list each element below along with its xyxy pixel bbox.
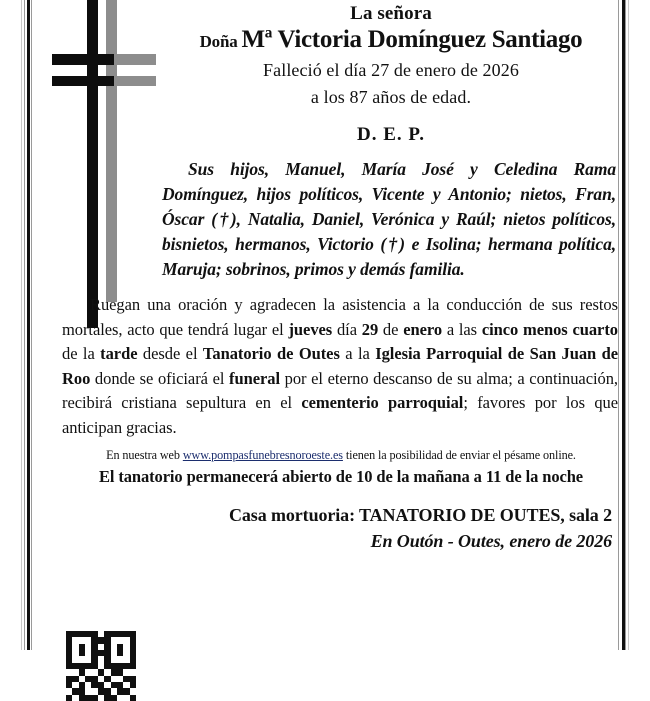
body-emphasis: Iglesia Parroquial de San Juan de Roo <box>62 344 618 388</box>
notice-content <box>44 0 620 552</box>
web-notice-suffix: tienen la posibilidad de enviar el pésame online. <box>342 447 576 462</box>
death-date-line: Falleció el día 27 de enero de 2026 <box>263 60 519 81</box>
body-emphasis: 29 <box>361 319 379 339</box>
family-survivors-text: Sus hijos, Manuel, María José y Celedina Rama Domínguez, hijos políticos, Vicente y Antonio; nietos, Fran, Óscar (†), Natalia, Daniel, Verónica y Raúl; nietos políticos, bisnietos, hermanos, Victorio (†) e Isolina; hermana política, Maruja; sobrinos, primos y demás familia. <box>162 159 616 279</box>
body-emphasis: cinco menos cuarto <box>481 319 618 339</box>
body-emphasis: cementerio parroquial <box>301 393 464 413</box>
age-line: a los 87 años de edad. <box>310 87 472 108</box>
mortuary-house-line: Casa mortuoria: TANATORIO DE OUTES, sala 2 <box>228 504 612 525</box>
border-hairline <box>628 0 629 650</box>
body-emphasis: enero <box>403 319 443 339</box>
funeral-details-paragraph <box>44 293 620 439</box>
deceased-full-name: Mª Victoria Domínguez Santiago <box>241 26 583 53</box>
body-emphasis: tarde <box>100 344 138 364</box>
body-text: a las <box>442 319 482 339</box>
rip-abbreviation: D. E. P. <box>356 124 425 146</box>
body-text: día <box>332 319 362 339</box>
body-text: por el eterno descanso de su alma; a continuación, recibirá cristiana sepultura en el <box>62 368 618 413</box>
body-emphasis: jueves <box>288 319 333 339</box>
border-thin-line <box>24 0 25 650</box>
body-text: ; favores por los que anticipan gracias. <box>62 393 618 437</box>
body-text: desde el <box>137 344 203 364</box>
web-notice-prefix: En nuestra web <box>106 447 183 462</box>
qr-code-modules <box>66 631 136 701</box>
body-text: de la <box>62 344 101 364</box>
left-border-rule <box>21 0 32 650</box>
border-thick-line <box>27 0 30 650</box>
body-emphasis: funeral <box>229 368 281 388</box>
body-text: donde se oficiará el <box>90 368 230 388</box>
web-condolences-notice <box>44 448 620 463</box>
deceased-name-line <box>44 27 620 53</box>
border-hairline <box>21 0 22 650</box>
border-thin-line <box>31 0 32 650</box>
body-text: de <box>378 319 404 339</box>
honorific-line: La señora <box>350 3 432 24</box>
place-and-date-line: En Outón - Outes, enero de 2026 <box>370 530 612 551</box>
border-thick-line <box>622 0 625 650</box>
body-text: a la <box>339 344 376 364</box>
mortuary-hours-notice: El tanatorio permanecerá abierto de 10 de la mañana a 11 de la noche <box>98 466 584 486</box>
border-thin-line <box>625 0 626 650</box>
body-emphasis: Tanatorio de Outes <box>202 344 340 364</box>
qr-code[interactable] <box>66 631 136 701</box>
website-link[interactable]: www.pompasfunebresnoroeste.es <box>182 447 343 462</box>
body-text: Ruegan una oración y agradecen la asistencia a la conducción de sus restos mortales, acto que tendrá lugar el <box>62 295 618 339</box>
name-prefix: Doña <box>199 32 238 51</box>
